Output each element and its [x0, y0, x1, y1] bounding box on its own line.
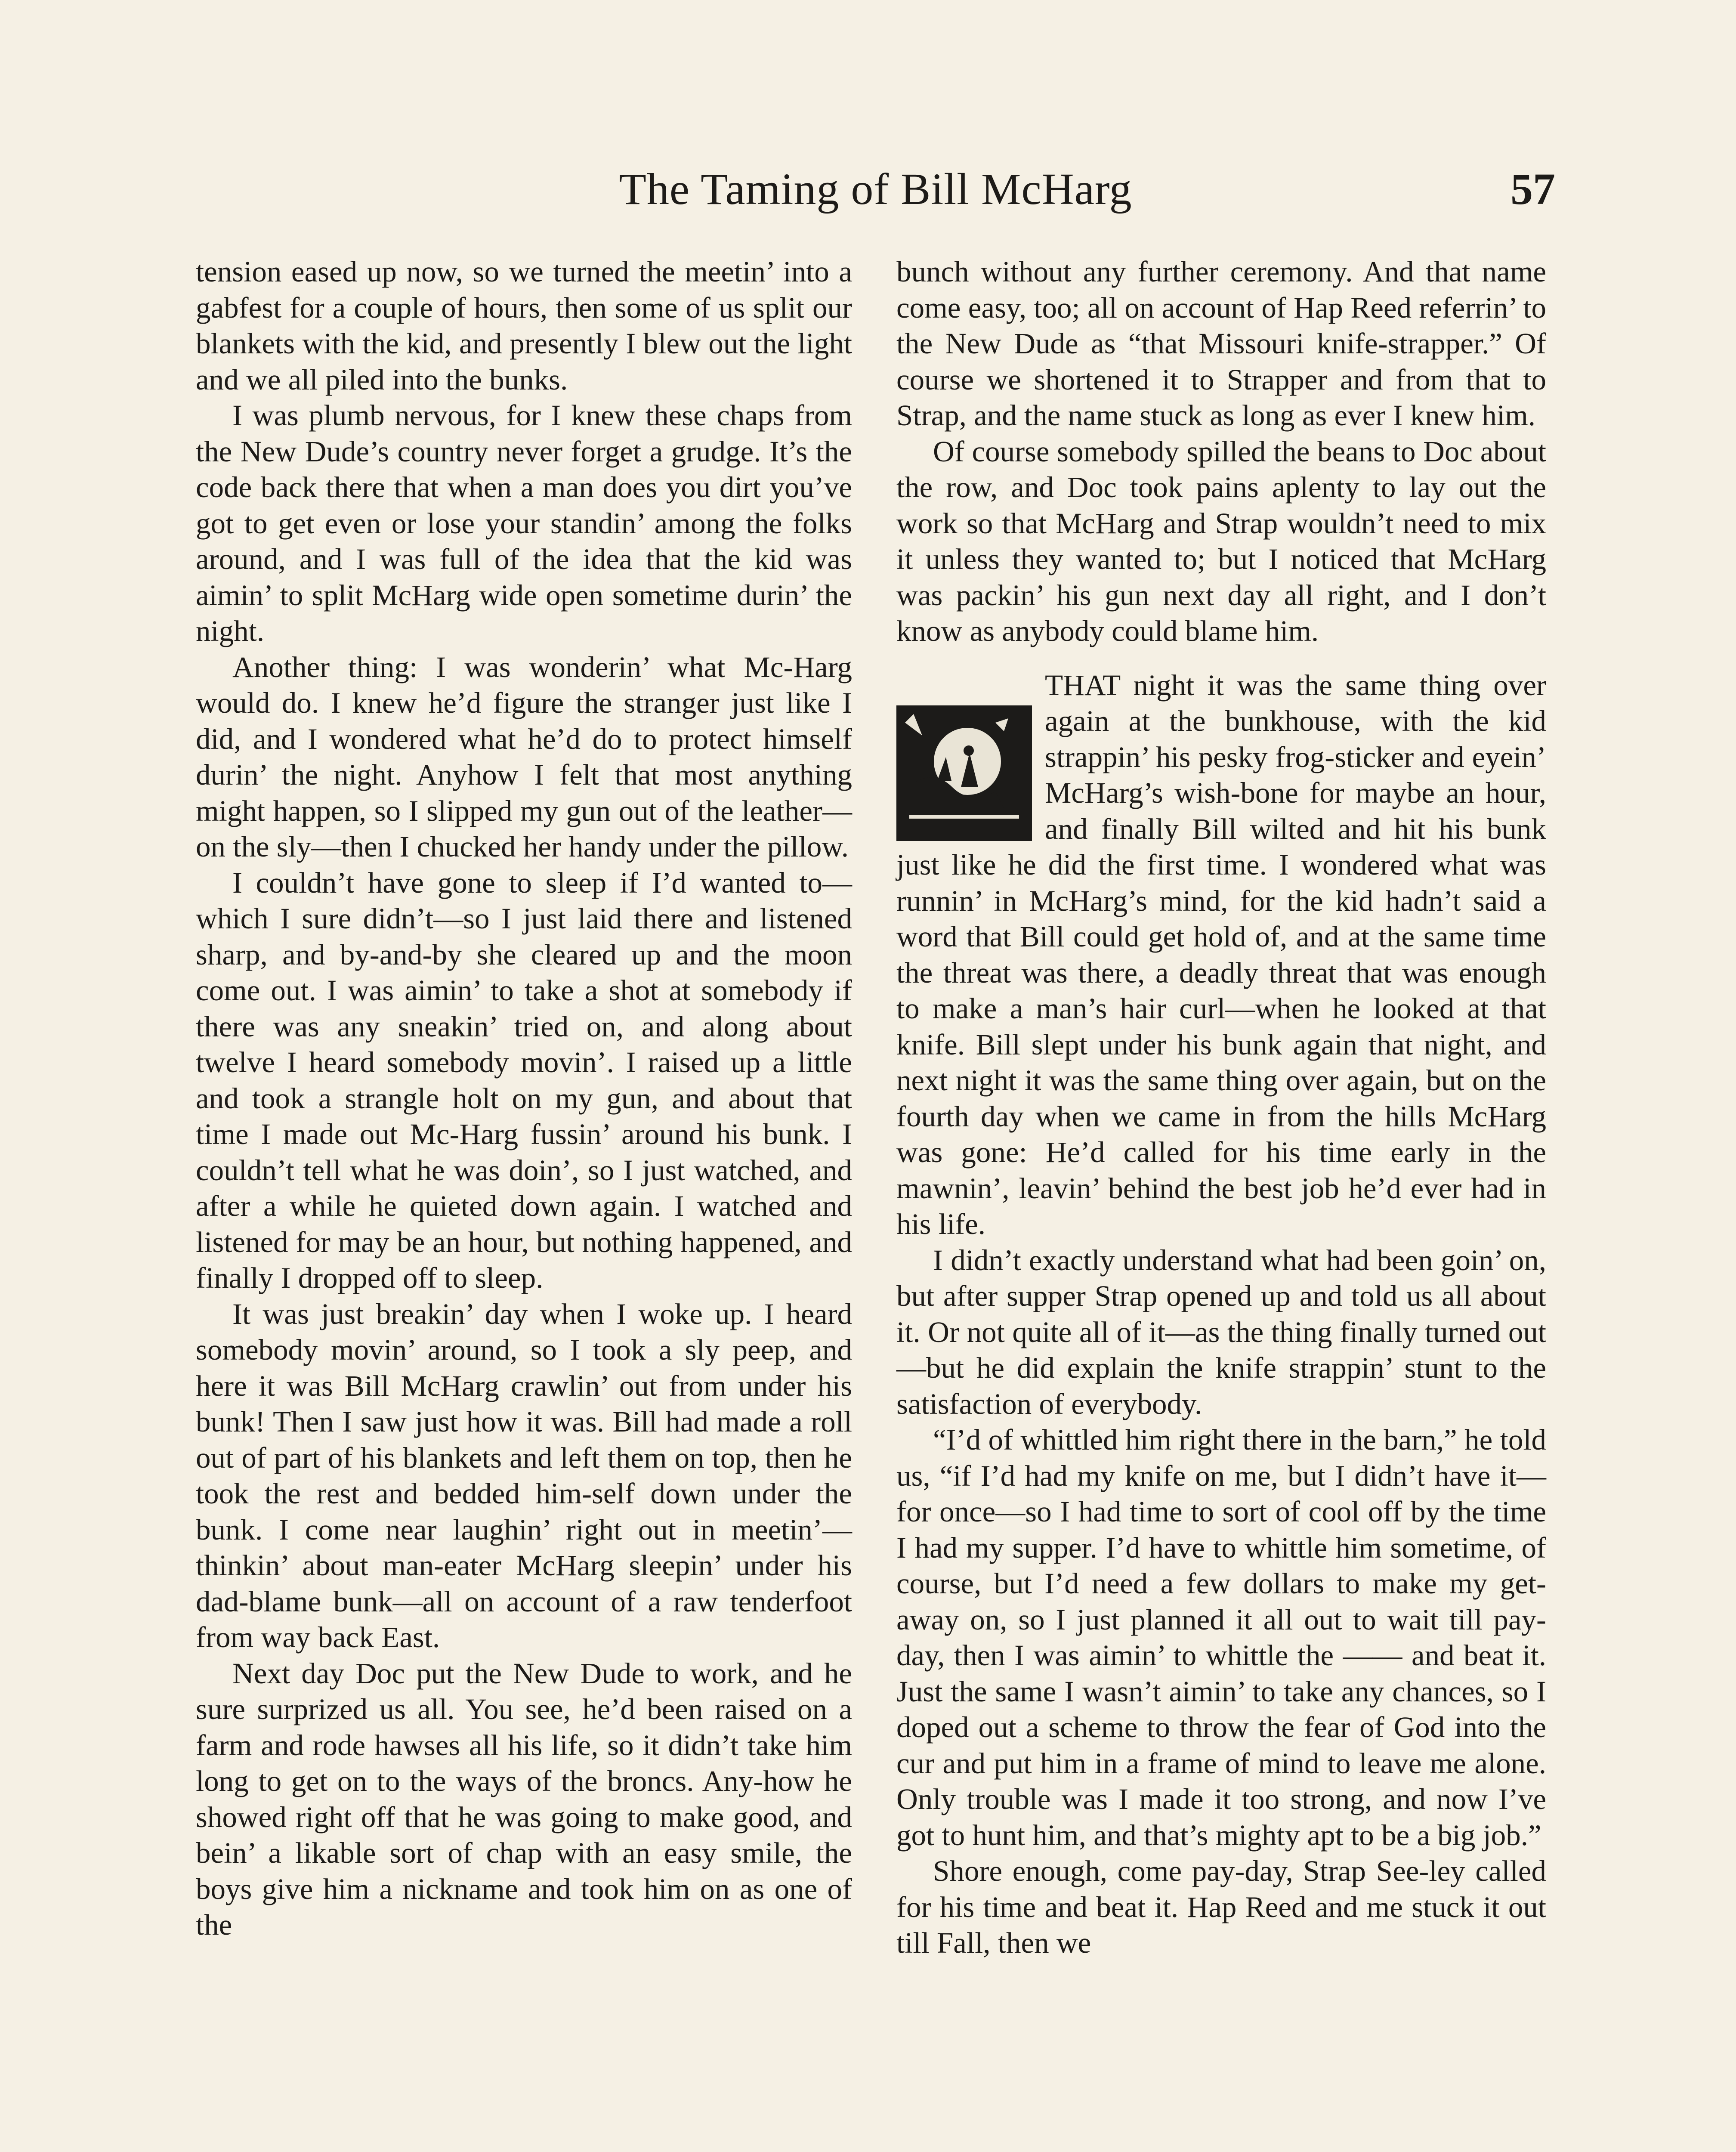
- paragraph: I didn’t exactly understand what had been goin’ on, but after supper Strap opened up and told us all about it. Or not quite all of it—as the thing finally turned out—but he did explain the knife strappin’ stunt to the satisfaction of everybody.: [896, 1243, 1546, 1420]
- paragraph: Another thing: I was wonderin’ what Mc-Harg would do. I knew he’d figure the stranger just like I did, and I wondered what he’d do to protect himself durin’ the night. Anyhow I felt that most anything might happen, so I slipped my gun out of the leather—on the sly—then I chucked her handy under the pillow.: [196, 650, 852, 863]
- paragraph: Shore enough, come pay-day, Strap See-ley called for his time and beat it. Hap Reed and me stuck it out till Fall, then we: [896, 1855, 1546, 1959]
- paragraph: Of course somebody spilled the beans to Doc about the row, and Doc took pains aplenty to lay out the work so that McHarg and Strap wouldn’t need to mix it unless they wanted to; but I noticed that McHarg was packin’ his gun next day all right, and I don’t know as anybody could blame him.: [896, 435, 1546, 647]
- paragraph: bunch without any further ceremony. And that name come easy, too; all on account of Hap Reed referrin’ to the New Dude as “that Missouri knife-strapper.” Of course we shortened it to Strapper and from that to Strap, and the name stuck as long as ever I knew him.: [896, 255, 1546, 432]
- paragraph: I couldn’t have gone to sleep if I’d wanted to—which I sure didn’t—so I just laid there and listened sharp, and by-and-by she cleared up and the moon come out. I was aimin’ to take a shot at somebody if there was any sneakin’ tried on, and along about twelve I heard somebody movin’. I raised up a little and took a strangle holt on my gun, and about that time I made out Mc-Harg fussin’ around his bunk. I couldn’t tell what he was doin’, so I just watched, and after a while he quieted down again. I watched and listened for may be an hour, but nothing happened, and finally I dropped off to sleep.: [196, 866, 852, 1294]
- paragraph: I was plumb nervous, for I knew these chaps from the New Dude’s country never forget a grudge. It’s the code back there that when a man does you dirt you’ve got to get even or lose your standin’ among the folks around, and I was full of the idea that the kid was aimin’ to split McHarg wide open sometime durin’ the night.: [196, 399, 852, 647]
- decorative-drop-cap-illustration: [896, 705, 1032, 841]
- page-header: [196, 155, 1555, 220]
- paragraph: “I’d of whittled him right there in the barn,” he told us, “if I’d had my knife on me, but I didn’t have it—for once—so I had time to sort of cool off by the time I had my supper. I’d have to whittle him sometime, of course, but I’d need a few dollars to make my get-away on, so I just planned it all out to wait till pay-day, then I was aimin’ to whittle the —— and beat it. Just the same I wasn’t aimin’ to take any chances, so I doped out a scheme to throw the fear of God into the cur and put him in a frame of mind to leave me alone. Only trouble was I made it too strong, and now I’ve got to hunt him, and that’s mighty apt to be a big job.”: [896, 1423, 1546, 1852]
- paragraph: Next day Doc put the New Dude to work, and he sure surprized us all. You see, he’d been raised on a farm and rode hawses all his life, so it didn’t take him long to get on to the ways of the broncs. Any-how he showed right off that he was going to make good, and bein’ a likable sort of chap with an easy smile, the boys give him a nickname and took him on as one of the: [196, 1657, 852, 1941]
- page-number: 57: [1511, 164, 1555, 214]
- paragraph: tension eased up now, so we turned the meetin’ into a gabfest for a couple of hours, then some of us split our blankets with the kid, and presently I blew out the light and we all piled into the bunks.: [196, 255, 852, 396]
- paragraph-dropcap: THAT night it was the same thing over again at the bunkhouse, with the kid strappin’ his pesky frog-sticker and eyein’ McHarg’s wish-bone for maybe an hour, and finally Bill wilted and hit his bunk just like he did the first time. I wondered what was runnin’ in McHarg’s mind, for the kid hadn’t said a word that Bill could get hold of, and at the same time the threat was there, a deadly threat that was enough to make a man’s hair curl—when he looked at that knife. Bill slept under his bunk again that night, and next night it was the same thing over again, but on the fourth day when we came in from the hills McHarg was gone: He’d called for his time early in the mawnin’, leavin’ behind the best job he’d ever had in his life.: [896, 668, 1546, 1240]
- left-column: [196, 254, 852, 1943]
- paragraph: It was just breakin’ day when I woke up. I heard somebody movin’ around, so I took a sly peep, and here it was Bill McHarg crawlin’ out from under his bunk! Then I saw just how it was. Bill had made a roll out of part of his blankets and left them on top, then he took the rest and bedded him-self down under the bunk. I come near laughin’ right out in meetin’—thinkin’ about man-eater McHarg sleepin’ under his dad-blame bunk—all on account of a raw tenderfoot from way back East.: [196, 1297, 852, 1654]
- right-column: [896, 254, 1546, 1961]
- running-title: The Taming of Bill McHarg: [619, 164, 1132, 214]
- night-scene-icon: [896, 705, 1032, 841]
